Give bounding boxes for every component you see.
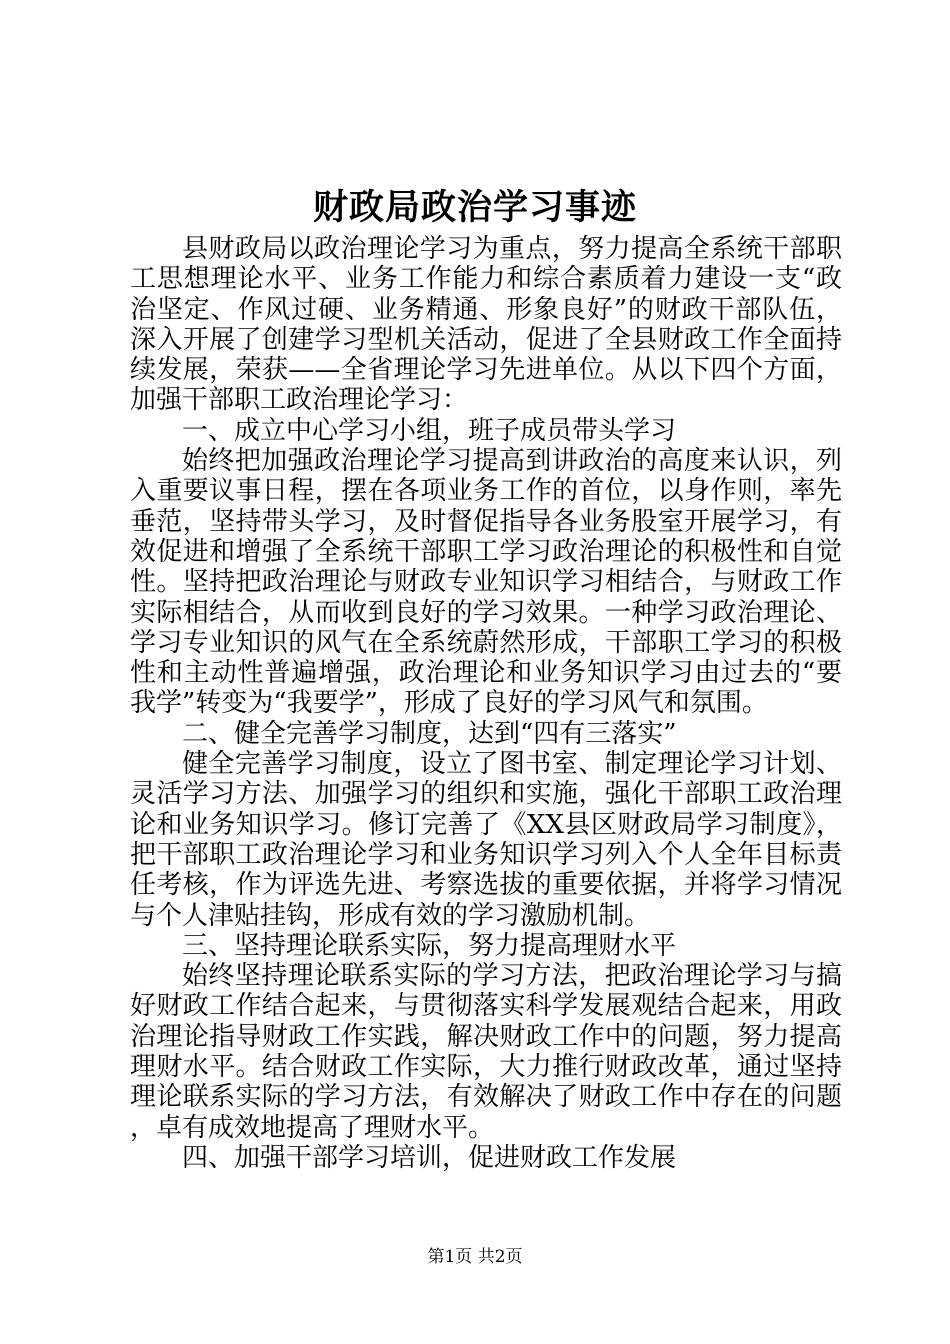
section-heading-3: 三、坚持理论联系实际，努力提高理财水平 [182, 930, 677, 961]
section-heading-2: 二、健全完善学习制度，达到“四有三落实” [182, 718, 677, 749]
document-title: 财政局政治学习事迹 [312, 187, 637, 228]
section-paragraph-1: 始终把加强政治理论学习提高到讲政治的高度来认识，列入重要议事日程，摆在各项业务工作的首位，以身作则，率先垂范，坚持带头学习，及时督促指导各业务股室开展学习，有效促进和增强了全系统干部职工学习政治理论的积极性和自觉性。坚持把政治理论与财政专业知识学习相结合，与财政工作实际相结合，从而收到良好的学习效果。一种学习政治理论、学习专业知识的风气在全系统蔚然形成，干部职工学习的积极性和主动性普遍增强，政治理论和业务知识学习由过去的“要我学”转变为“我要学”，形成了良好的学习风气和氛围。 [130, 446, 842, 719]
intro-paragraph: 县财政局以政治理论学习为重点，努力提高全系统干部职工思想理论水平、业务工作能力和综合素质着力建设一支“政治坚定、作风过硬、业务精通、形象良好”的财政干部队伍，深入开展了创建学习型机关活动，促进了全县财政工作全面持续发展，荣获——全省理论学习先进单位。从以下四个方面，加强干部职工政治理论学习： [130, 234, 842, 416]
page-footer: 第1页 共2页 [427, 1247, 523, 1267]
document-body [130, 234, 842, 1173]
section-heading-4: 四、加强干部学习培训，促进财政工作发展 [182, 1142, 677, 1173]
section-paragraph-2: 健全完善学习制度，设立了图书室、制定理论学习计划、灵活学习方法、加强学习的组织和实施，强化干部职工政治理论和业务知识学习。修订完善了《XX县区财政局学习制度》，把干部职工政治理论学习和业务知识学习列入个人全年目标责任考核，作为评选先进、考察选拔的重要依据，并将学习情况与个人津贴挂钩，形成有效的学习激励机制。 [130, 749, 842, 931]
section-paragraph-3: 始终坚持理论联系实际的学习方法，把政治理论学习与搞好财政工作结合起来，与贯彻落实科学发展观结合起来，用政治理论指导财政工作实践，解决财政工作中的问题，努力提高理财水平。结合财政工作实际，大力推行财政改革，通过坚持理论联系实际的学习方法，有效解决了财政工作中存在的问题，卓有成效地提高了理财水平。 [130, 961, 842, 1143]
section-heading-1: 一、成立中心学习小组，班子成员带头学习 [182, 415, 677, 446]
